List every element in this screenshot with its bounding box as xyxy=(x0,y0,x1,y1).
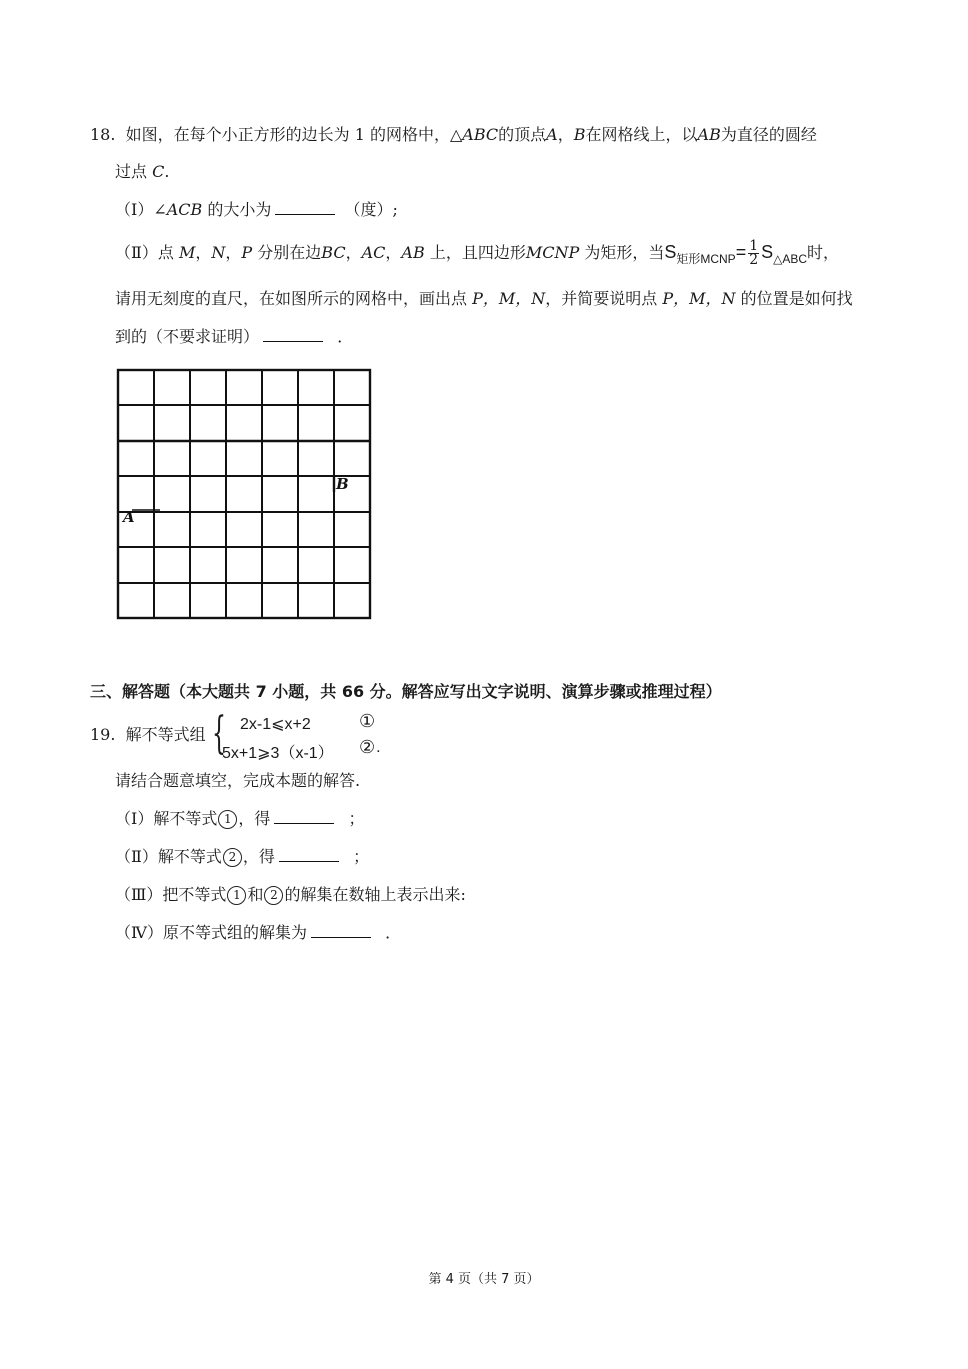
q19-text: ，得 xyxy=(242,847,275,866)
q19-text: ； xyxy=(353,847,370,866)
circled-number-1: ① xyxy=(359,711,376,732)
q18-part2-line2 xyxy=(115,288,853,310)
q18-line1 xyxy=(90,124,817,146)
q18-unit: （度）; xyxy=(344,200,398,219)
equals-sign: = xyxy=(735,242,747,262)
area-subscript: 矩形MCNP xyxy=(676,252,736,266)
grid-label-a: A xyxy=(123,508,135,526)
inequality-2-mark xyxy=(358,739,381,757)
q18-text: ， xyxy=(557,125,574,144)
q18-triangle-label: ABC xyxy=(462,125,499,144)
q18-text: ，并简要说明点 xyxy=(545,289,658,308)
q18-text: 请用无刻度的直尺，在如图所示的网格中，画出点 xyxy=(115,289,468,308)
q19-part2-label: （Ⅱ）解不等式 xyxy=(115,847,222,866)
q19-text: ，得 xyxy=(238,809,271,828)
grid-border xyxy=(118,370,370,618)
circled-number-2: 2 xyxy=(223,848,242,867)
inequality-2 xyxy=(222,740,334,763)
answer-blank[interactable] xyxy=(274,809,334,824)
area-symbol: S xyxy=(761,242,774,262)
circled-number-1: 1 xyxy=(227,886,246,905)
circled-number-2: ② xyxy=(359,737,376,758)
q18-text: . xyxy=(164,162,170,181)
q18-point-b: B xyxy=(573,125,586,144)
q19-part1 xyxy=(115,808,365,830)
q19-part4-label: （Ⅳ）原不等式组的解集为 xyxy=(115,923,307,942)
q19-text: 的解集在数轴上表示出来: xyxy=(284,885,466,904)
q18-text: 为直径的圆经 xyxy=(720,125,817,144)
q18-text: 的大小为 xyxy=(207,200,272,219)
grid-lines xyxy=(118,370,370,618)
q19-part2 xyxy=(115,846,369,868)
brace-icon: { xyxy=(212,708,226,759)
q18-text: 过点 xyxy=(115,162,148,181)
q19-number: 19. xyxy=(90,725,116,744)
inequality-1-mark xyxy=(358,713,376,731)
q18-text: 的顶点 xyxy=(498,125,547,144)
page-footer: 第 4 页（共 7 页） xyxy=(428,1272,540,1287)
q18-number: 18. xyxy=(90,125,116,144)
q19-text: ． xyxy=(385,923,402,942)
inequality-2-text: 5x+1⩾3（x-1） xyxy=(222,745,334,762)
q19-intro: 解不等式组 xyxy=(125,725,206,744)
q19-part1-label: （Ⅰ）解不等式 xyxy=(115,809,218,828)
area-symbol: S xyxy=(664,242,677,262)
area-subscript: △ABC xyxy=(773,252,808,266)
q19-text: . xyxy=(376,739,381,756)
q18-text: 分别在边 xyxy=(257,243,322,262)
q18-point-c: C xyxy=(152,162,165,181)
q18-points: P，M，N xyxy=(472,289,546,308)
q18-point-a: A xyxy=(546,125,558,144)
q18-point-n: N xyxy=(211,243,226,262)
q19-text: 和 xyxy=(247,885,264,904)
q18-text: 如图，在每个小正方形的边长为 1 的网格中，△ xyxy=(125,125,463,144)
inequality-1 xyxy=(240,714,311,734)
q19-line1 xyxy=(90,724,206,746)
q18-text: 为矩形，当 xyxy=(584,243,665,262)
q18-point-m: M xyxy=(178,243,196,262)
inequality-1-text: 2x-1⩽x+2 xyxy=(240,716,311,733)
q19-text: ； xyxy=(348,809,365,828)
q18-side-ac: AC xyxy=(361,243,386,262)
inequality-system xyxy=(212,710,392,766)
q19-part3-label: （Ⅲ）把不等式 xyxy=(115,885,227,904)
q18-text: 在网格线上，以 xyxy=(585,125,698,144)
q18-text: ． xyxy=(337,327,354,346)
q18-rectangle: MCNP xyxy=(525,243,580,262)
circled-number-2: 2 xyxy=(264,886,283,905)
q19-prompt: 请结合题意填空，完成本题的解答. xyxy=(115,771,361,790)
q19-part3 xyxy=(115,884,466,906)
q18-text: 上，且四边形 xyxy=(429,243,526,262)
q18-part1-label: （Ⅰ）∠ xyxy=(115,200,167,219)
circled-number-1: 1 xyxy=(218,810,237,829)
fraction-denominator: 2 xyxy=(749,252,759,268)
answer-blank[interactable] xyxy=(275,200,335,215)
q18-point-p: P xyxy=(241,243,253,262)
q18-part1 xyxy=(115,199,398,221)
q18-line2 xyxy=(115,161,169,183)
q18-segment-ab: AB xyxy=(697,125,721,144)
q18-side-bc: BC xyxy=(321,243,346,262)
q18-angle: ACB xyxy=(166,200,203,219)
answer-blank[interactable] xyxy=(311,923,371,938)
grid-label-b: B xyxy=(336,475,349,493)
q18-part2-label: （Ⅱ）点 xyxy=(115,243,174,262)
fraction-one-half xyxy=(748,240,759,267)
q18-text: 时， xyxy=(807,243,840,262)
q18-part2-line3 xyxy=(115,326,353,348)
fraction-numerator: 1 xyxy=(749,238,759,254)
answer-blank[interactable] xyxy=(279,847,339,862)
q18-part2-line1: （Ⅱ）点 M，N，P 分别在边BC，AC，AB 上，且四边形MCNP 为矩形，当$S_{矩形MCNP}=$ $\frac{1}{2}$ $S_{\triangle ABC}$时， xyxy=(115,238,840,268)
q18-text: 的位置是如何找 xyxy=(740,289,853,308)
q18-text: 到的（不要求证明） xyxy=(115,327,260,346)
answer-blank[interactable] xyxy=(263,327,323,342)
q19-part4 xyxy=(115,922,401,944)
q18-side-ab: AB xyxy=(401,243,425,262)
q18-points: P，M，N xyxy=(662,289,736,308)
grid-figure xyxy=(110,362,380,627)
section-title: 三、解答题（本大题共 7 小题，共 66 分。解答应写出文字说明、演算步骤或推理过程） xyxy=(90,682,722,701)
